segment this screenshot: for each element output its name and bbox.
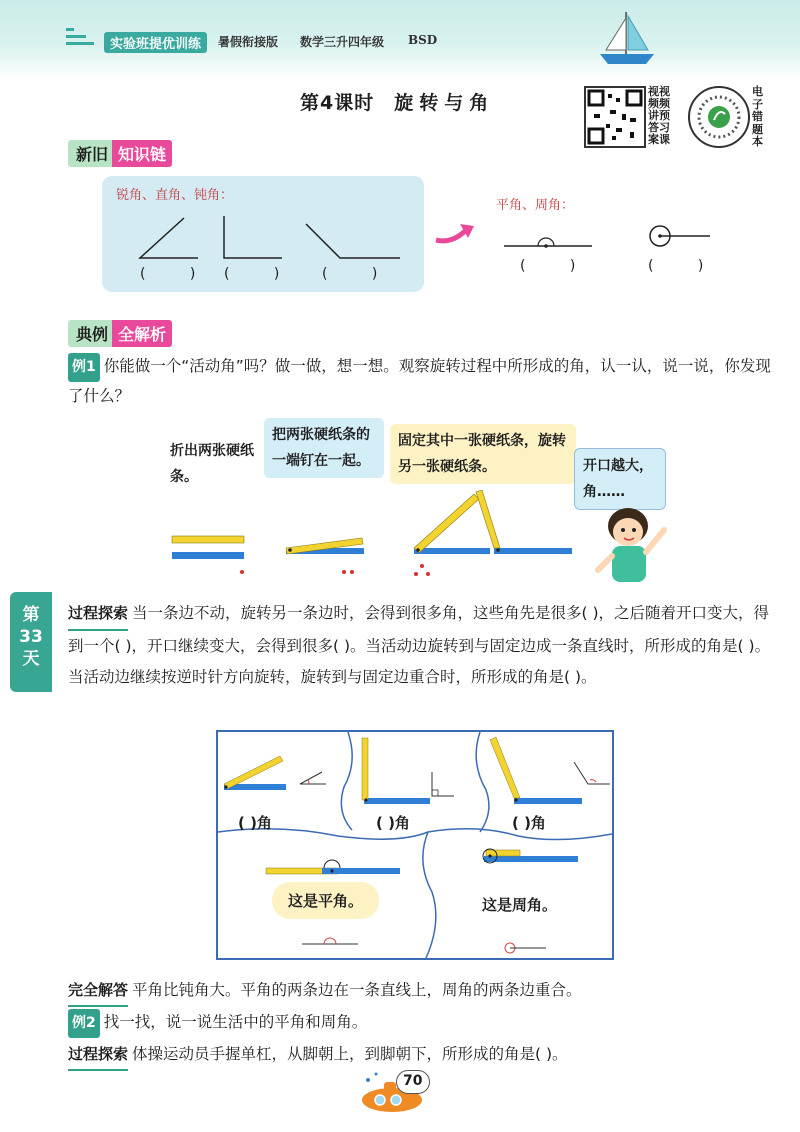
qr-label-col1: 视频讲答案: [648, 85, 659, 146]
day-tab-line2: 33: [19, 627, 43, 647]
day-side-tab: [10, 592, 52, 692]
qr-label-col2: 视频预习课: [659, 85, 670, 146]
blank-acute: ( ): [140, 266, 216, 282]
qr-pattern-icon: [586, 88, 644, 146]
process1-block: [68, 598, 774, 693]
answer-block: [68, 976, 774, 1007]
lesson-number: 第4课时: [300, 92, 375, 114]
step3-note: 固定其中一张硬纸条，旋转另一张硬纸条。: [390, 424, 576, 484]
grade-label: 数学三升四年级: [300, 35, 385, 49]
blank-cell1-label: ( )角: [238, 814, 272, 832]
lesson-topic: 旋转与角: [394, 92, 495, 114]
section-example-highlight: 全解析: [112, 320, 172, 347]
example1-text: 你能做一个“活动角”吗？做一做，想一想。观察旋转过程中所形成的角，认一认，说一说，你发现了什么？: [68, 357, 771, 405]
process2-block: [68, 1040, 774, 1071]
boy-illustration-icon: [590, 500, 674, 590]
process1-tag: 过程探索: [68, 598, 128, 631]
sailboat-icon: [592, 8, 662, 70]
straight-round-label: 平角、周角：: [496, 198, 575, 213]
three-angles-figure: [120, 210, 420, 268]
blank-right: ( ): [224, 266, 300, 282]
arrow-right-icon: [432, 218, 478, 248]
strip-steps-figure: [160, 490, 580, 582]
section-knowledge-header: [68, 140, 172, 167]
boy-speech-bubble: 开口越大，角……: [574, 448, 666, 510]
qr-code-video[interactable]: [584, 86, 646, 148]
qr-label-video: [648, 86, 670, 146]
blank-obtuse: ( ): [322, 266, 398, 282]
answer-tag: 完全解答: [68, 976, 128, 1007]
section-example-plain: 典例: [68, 320, 112, 347]
section-knowledge-highlight: 知识链: [112, 140, 172, 167]
process2-tag: 过程探索: [68, 1040, 128, 1071]
qr-round-icon: [690, 88, 748, 146]
lesson-title: [300, 88, 494, 115]
day-tab-line3: 天: [22, 649, 40, 669]
rotation-figure-drawing: [218, 732, 612, 958]
qr-code-error-book[interactable]: [688, 86, 750, 148]
process1-text: 当一条边不动，旋转另一条边时，会得到很多角，这些角先是很多( )，之后随着开口变大，得到一个( )，开口继续变大，会得到很多( )。当活动边旋转到与固定边成一条直线时，所形成的角是( )。当活动边继续按逆时针方向旋转，旋转到与固定边重合时，所形成的角是( )。: [68, 604, 771, 686]
edition-code: BSD: [408, 33, 438, 47]
example2-tag: 例2: [68, 1009, 100, 1038]
blank-straight: ( ): [520, 258, 596, 274]
series-label: 暑假衔接版: [218, 35, 279, 49]
section-knowledge-plain: 新旧: [68, 140, 112, 167]
example2-block: [68, 1008, 774, 1038]
section-example-header: [68, 320, 172, 347]
brand-logo-icon: [64, 24, 98, 50]
example2-text: 找一找，说一说生活中的平角和周角。: [103, 1013, 368, 1031]
step1-note: 折出两张硬纸条。: [170, 443, 254, 485]
brand-name: 实验班提优训练: [104, 32, 207, 53]
blank-cell3-label: ( )角: [512, 814, 546, 832]
day-tab-line1: 第: [22, 605, 40, 625]
example1-tag: 例1: [68, 353, 100, 382]
answer-text: 平角比钝角大。平角的两条边在一条直线上，周角的两条边重合。: [132, 981, 582, 999]
blank-round: ( ): [648, 258, 724, 274]
straight-round-figure: [500, 222, 720, 258]
round-angle-note: 这是周角。: [482, 896, 558, 914]
blank-cell2-label: ( )角: [376, 814, 410, 832]
acute-right-obtuse-label: 锐角、直角、钝角：: [116, 188, 234, 203]
qr-label-error-book: 电子错题本: [752, 85, 763, 148]
page-number: 70: [403, 1073, 423, 1089]
step2-note: 把两张硬纸条的一端钉在一起。: [264, 418, 384, 478]
example1-text-block: [68, 352, 772, 411]
flat-angle-note: 这是平角。: [272, 882, 379, 919]
process2-text: 体操运动员手握单杠，从脚朝上，到脚朝下，所形成的角是( )。: [132, 1045, 568, 1063]
